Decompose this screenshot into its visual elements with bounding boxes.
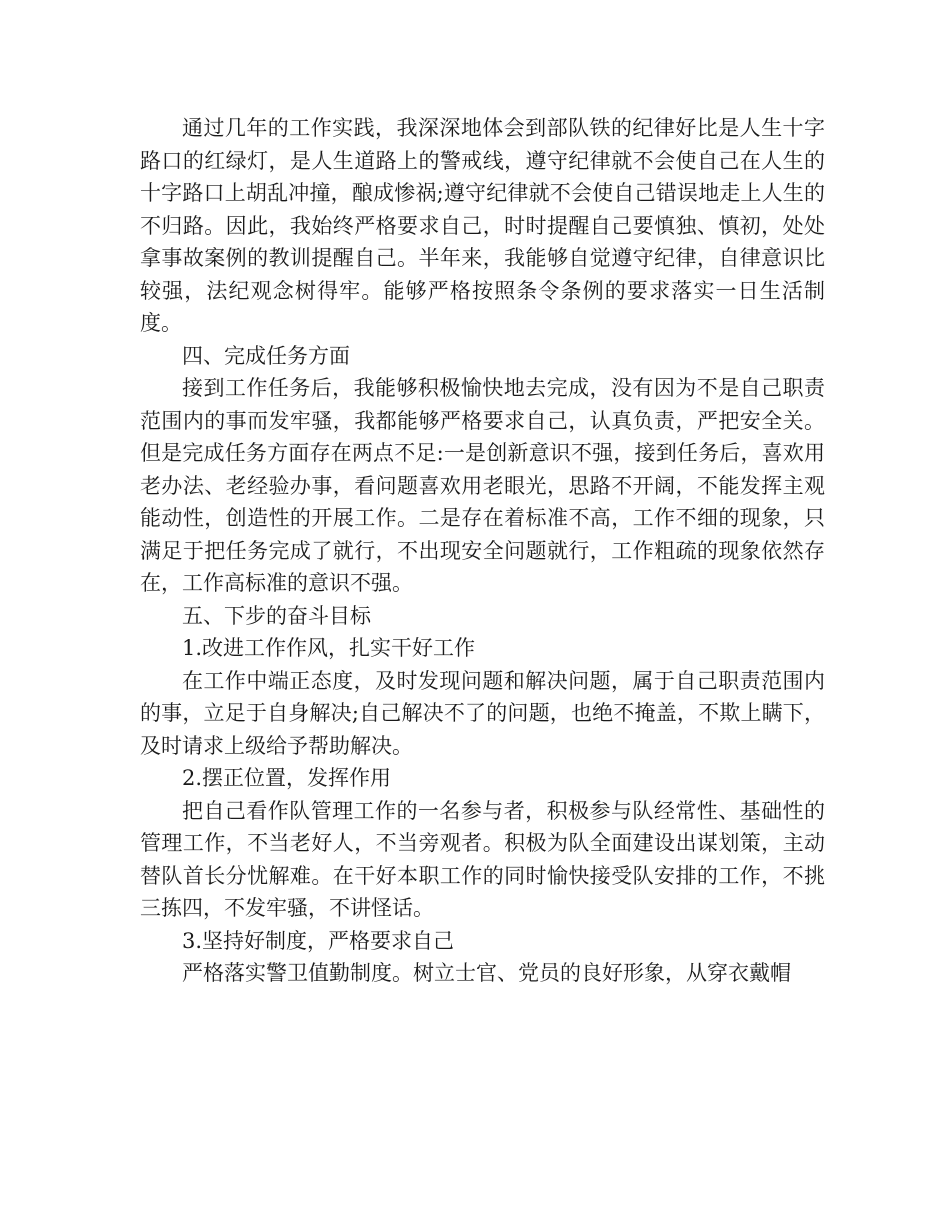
section-heading-task: 四、完成任务方面	[182, 343, 350, 368]
paragraph-task: 接到工作任务后，我能够积极愉快地去完成，没有因为不是自己职责范围内的事而发牢骚，我都能够严格要求自己，认真负责，严把安全关。但是完成任务方面存在两点不足:一是创新意识不强，接到任务后，喜欢用老办法、老经验办事，看问题喜欢用老眼光，思路不开阔，不能发挥主观能动性，创造性的开展工作。二是存在着标准不高，工作不细的现象，只满足于把任务完成了就行，不出现安全问题就行，工作粗疏的现象依然存在，工作高标准的意识不强。	[140, 376, 825, 595]
subheading-work-style: 1.改进工作作风，扎实干好工作	[182, 636, 476, 660]
paragraph-position: 把自己看作队管理工作的一名参与者，积极参与队经常性、基础性的管理工作，不当老好人，不当旁观者。积极为队全面建设出谋划策，主动替队首长分忧解难。在干好本职工作的同时愉快接受队安排的工作，不挑三拣四，不发牢骚，不讲怪话。	[140, 798, 825, 920]
paragraph-work-style: 在工作中端正态度，及时发现问题和解决问题，属于自己职责范围内的事，立足于自身解决;自己解决不了的问题，也绝不掩盖，不欺上瞒下，及时请求上级给予帮助解决。	[140, 668, 825, 758]
document-page	[140, 112, 825, 990]
section-heading-goals: 五、下步的奋斗目标	[182, 603, 371, 628]
subheading-position: 2.摆正位置，发挥作用	[182, 766, 392, 790]
paragraph-system: 严格落实警卫值勤制度。树立士官、党员的良好形象，从穿衣戴帽	[182, 961, 791, 985]
paragraph-discipline: 通过几年的工作实践，我深深地体会到部队铁的纪律好比是人生十字路口的红绿灯，是人生道路上的警戒线，遵守纪律就不会使自己在人生的十字路口上胡乱冲撞，酿成惨祸;遵守纪律就不会使自己错误地走上人生的不归路。因此，我始终严格要求自己，时时提醒自己要慎独、慎初，处处拿事故案例的教训提醒自己。半年来，我能够自觉遵守纪律，自律意识比较强，法纪观念树得牢。能够严格按照条令条例的要求落实一日生活制度。	[140, 116, 825, 335]
subheading-system: 3.坚持好制度，严格要求自己	[182, 928, 455, 953]
